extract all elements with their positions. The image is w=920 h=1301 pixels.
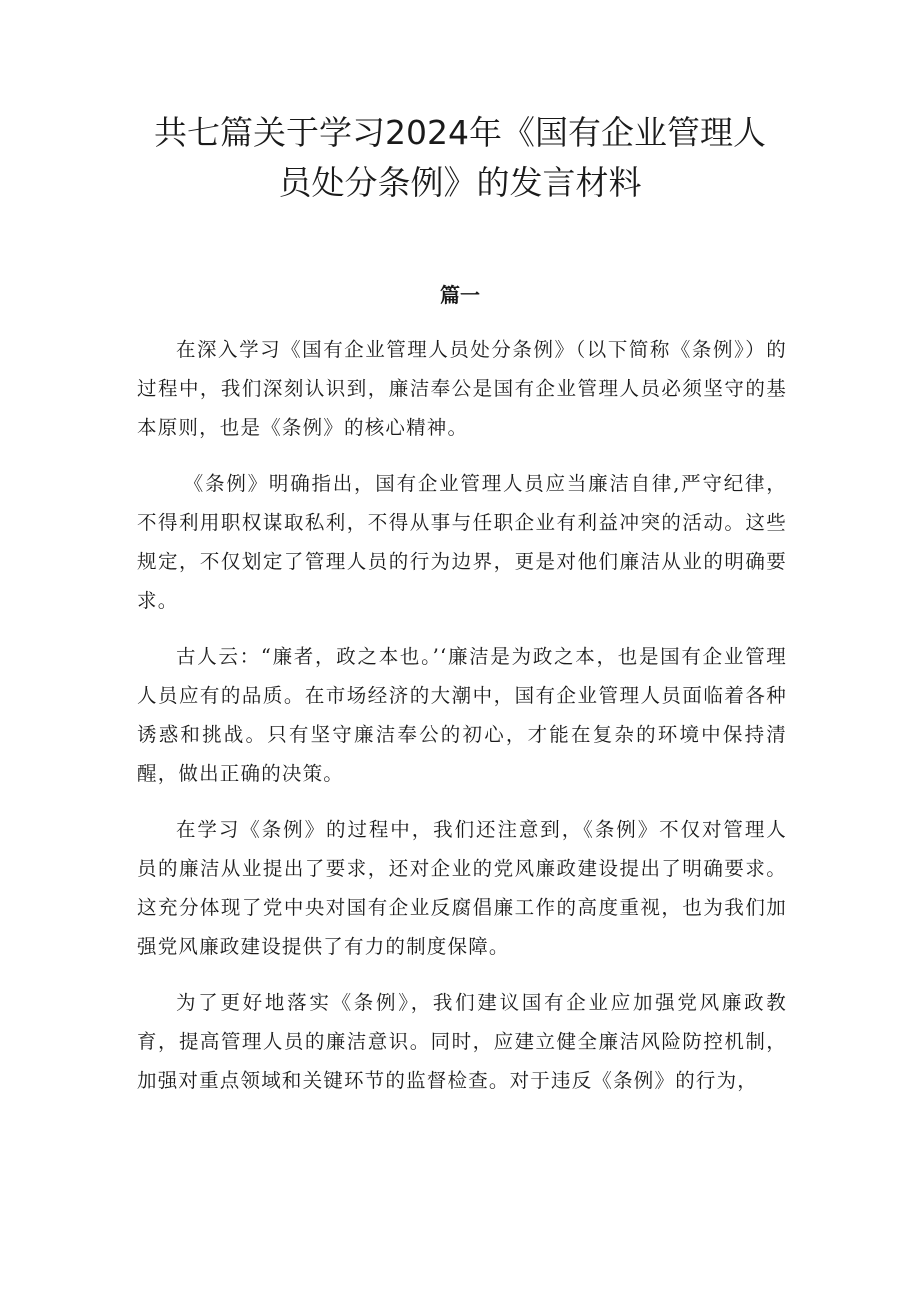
section-heading: 篇一 [440, 283, 480, 307]
paragraph-1: 在深入学习《国有企业管理人员处分条例》（以下简称《条例》）的过程中，我们深刻认识到，廉洁奉公是国有企业管理人员必须坚守的基本原则，也是《条例》的核心精神。 [137, 338, 787, 439]
paragraph-2: 《条例》明确指出，国有企业管理人员应当廉洁自律,严守纪律，不得利用职权谋取私利，不得从事与任职企业有利益冲突的活动。这些规定，不仅划定了管理人员的行为边界，更是对他们廉洁从业的明确要求。 [137, 472, 787, 612]
paragraph-4: 在学习《条例》的过程中，我们还注意到，《条例》不仅对管理人员的廉洁从业提出了要求，还对企业的党风廉政建设提出了明确要求。这充分体现了党中央对国有企业反腐倡廉工作的高度重视，也为我们加强党风廉政建设提供了有力的制度保障。 [137, 818, 787, 958]
document-body [137, 330, 787, 1117]
document-title-line-2: 员处分条例》的发言材料 [278, 163, 642, 202]
document-title-line-1: 共七篇关于学习2024年《国有企业管理人 [154, 113, 766, 152]
paragraph-5: 为了更好地落实《条例》，我们建议国有企业应加强党风廉政教育，提高管理人员的廉洁意识。同时，应建立健全廉洁风险防控机制，加强对重点领域和关键环节的监督检查。对于违反《条例》的行为， [137, 991, 787, 1092]
document-title [120, 108, 800, 208]
paragraph-3: 古人云：“廉者，政之本也。’‘廉洁是为政之本，也是国有企业管理人员应有的品质。在市场经济的大潮中，国有企业管理人员面临着各种诱惑和挑战。只有坚守廉洁奉公的初心，才能在复杂的环境中保持清醒，做出正确的决策。 [137, 645, 787, 785]
